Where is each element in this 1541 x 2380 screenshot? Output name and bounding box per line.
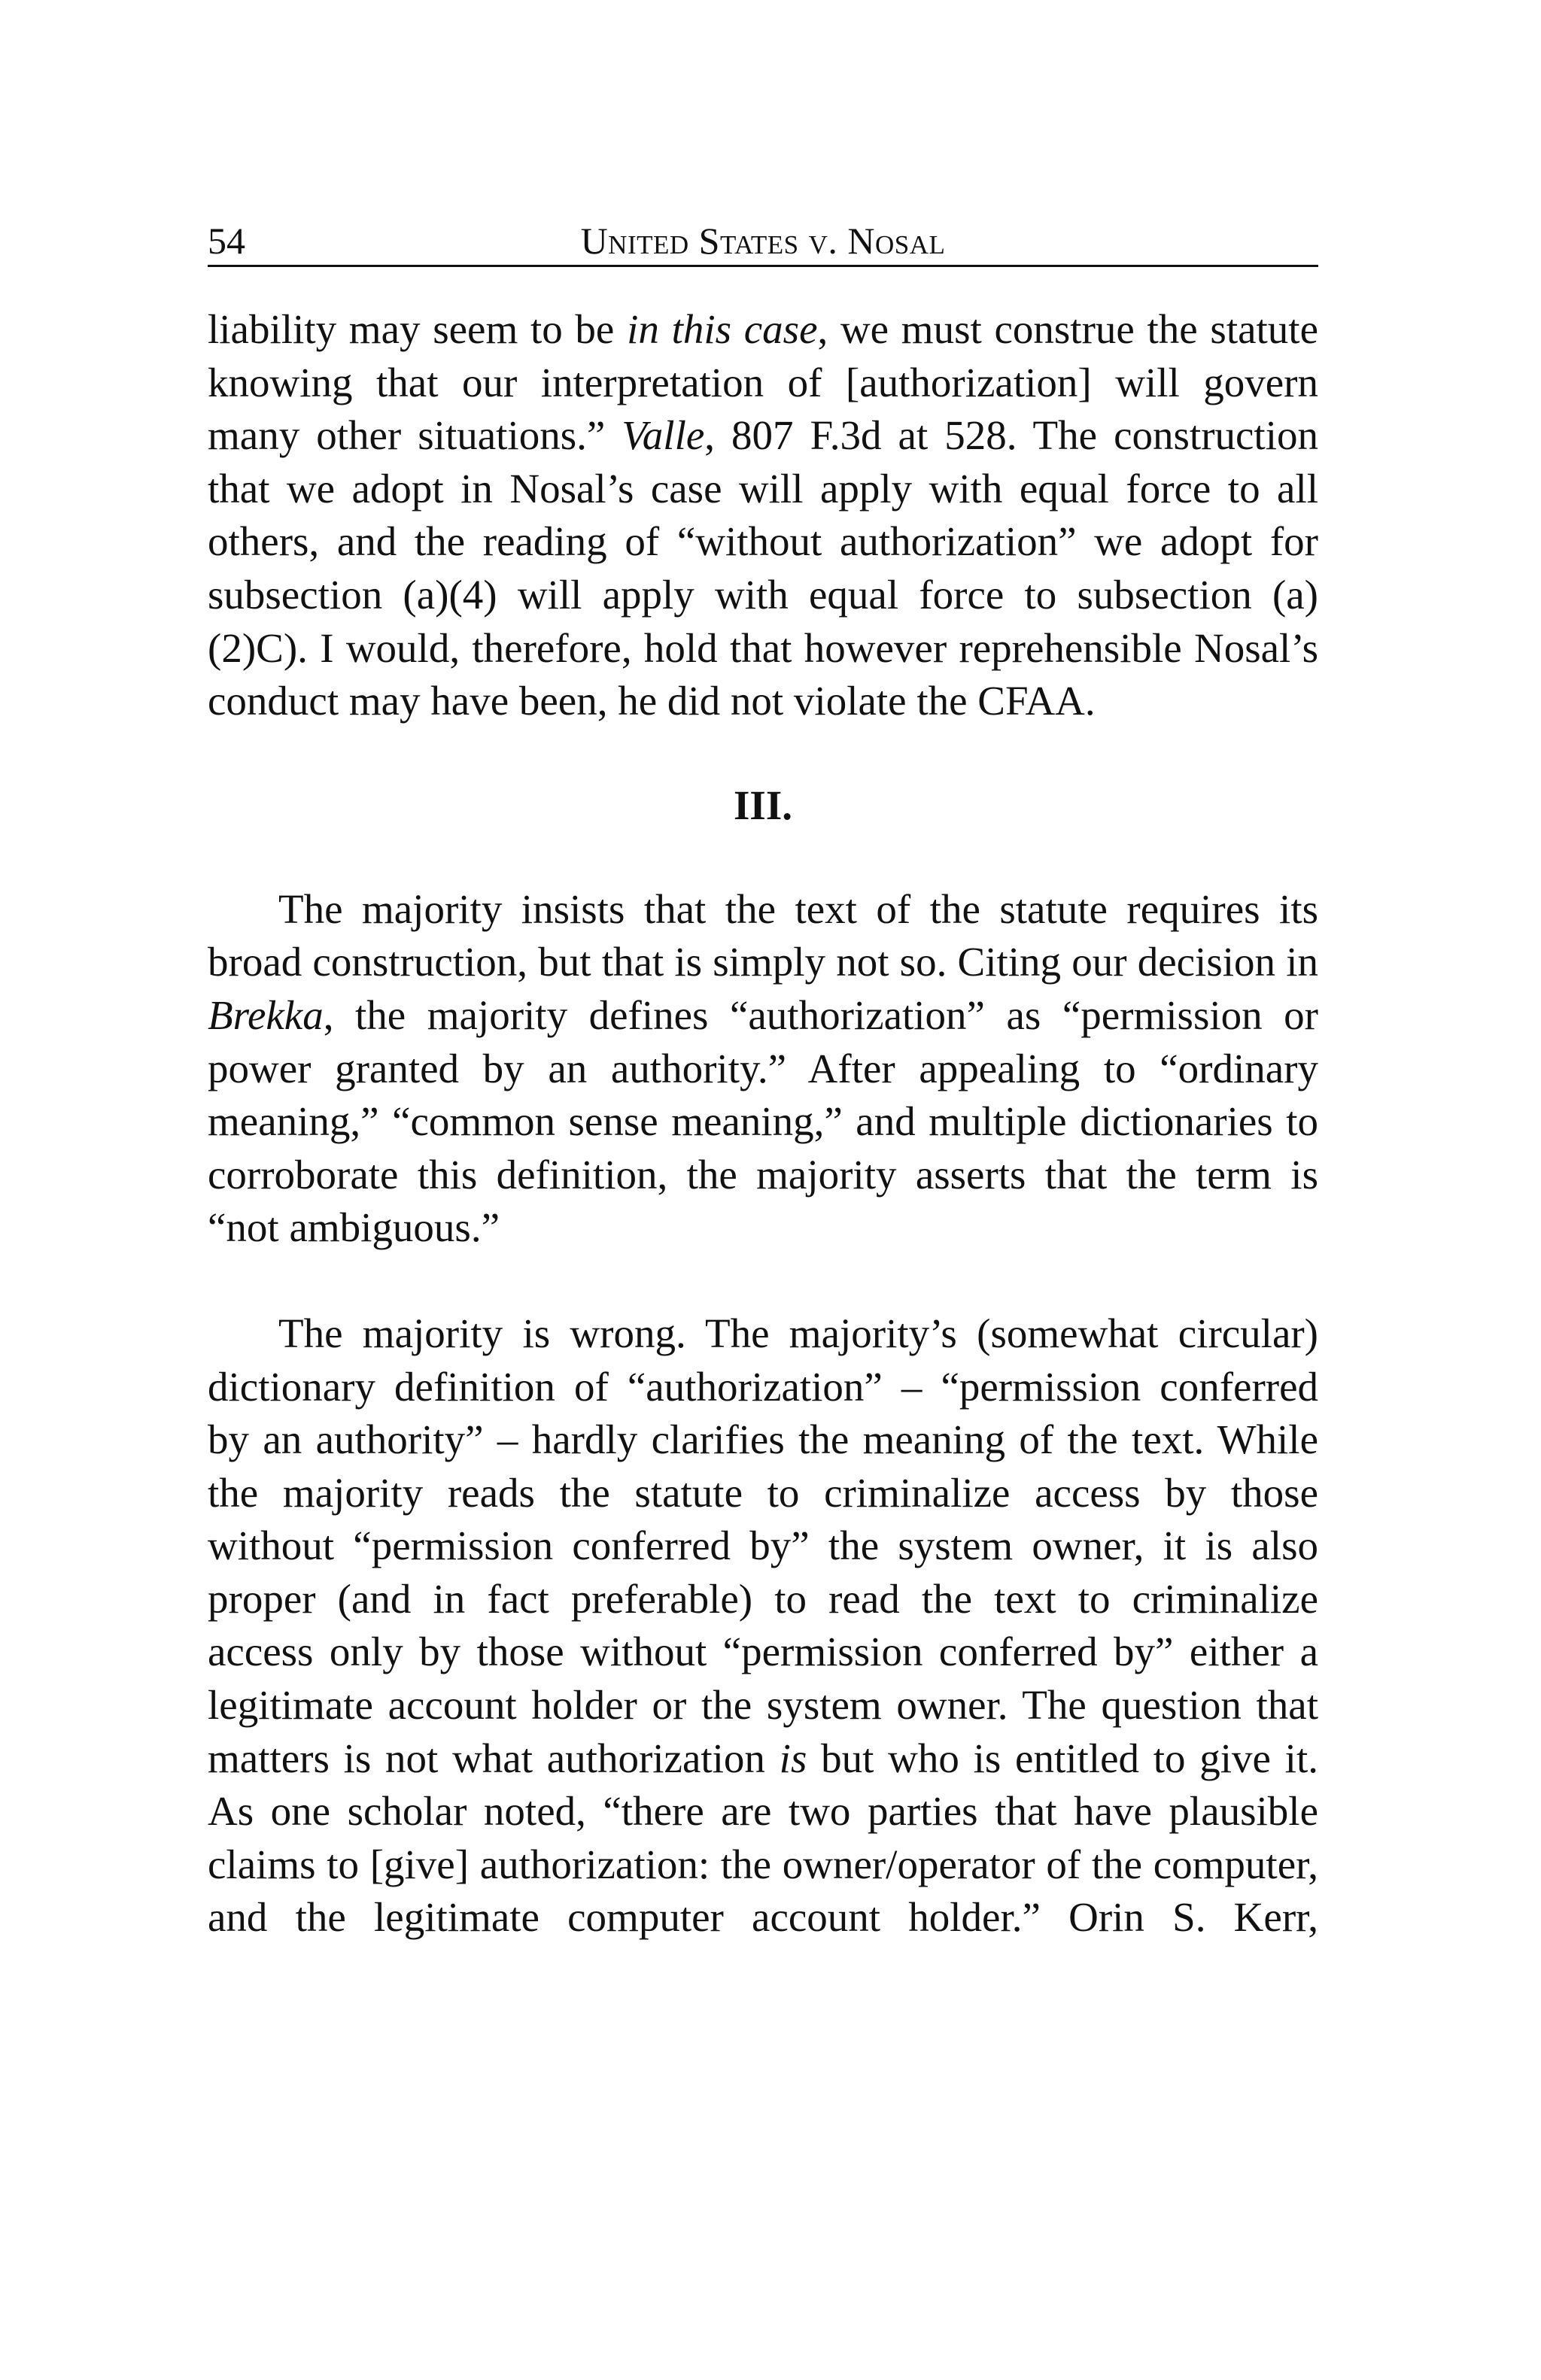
document-page — [208, 211, 1318, 1944]
paragraph-continuation: liability may seem to be in this case, we must construe the statute knowing that our interpretation of [authorization] will govern many other situations.” Valle, 807 F.3d at 528. The construction that we adopt in Nosal’s case will apply with equal force to all others, and the reading of “without authorization” we adopt for subsection (a)(4) will apply with equal force to subsection (a)(2)C). I would, therefore, hold that however reprehensible Nosal’s conduct may have been, he did not violate the CFAA. — [208, 306, 1318, 724]
paragraph-majority-insists: The majority insists that the text of the statute requires its broad construction, but that is simply not so. Citing our decision in Brekka, the majority defines “authorization” as “permission or power granted by an authority.” After appealing to “ordinary meaning,” “common sense meaning,” and multiple dictionaries to corroborate this definition, the majority asserts that the term is “not ambiguous.” — [208, 885, 1318, 1251]
italic-phrase: in this case — [627, 306, 818, 352]
case-name-italic: Valle — [622, 412, 705, 459]
emphasis-italic: is — [779, 1735, 807, 1781]
case-name-italic: Brekka — [208, 991, 324, 1038]
page-number: 54 — [208, 220, 245, 262]
section-heading: III. — [734, 782, 792, 828]
paragraph-majority-wrong: The majority is wrong. The majority’s (somewhat circular) dictionary definition of “authorization” – “permission conferred by an authority” – hardly clarifies the meaning of the text. While the majority reads the statute to criminalize access by those without “permission conferred by” the system owner, it is also proper (and in fact preferable) to read the text to criminalize access only by those without “permission conferred by” either a legitimate account holder or the system owner. The question that matters is not what authorization is but who is entitled to give it. As one scholar noted, “there are two parties that have plausible claims to [give] authorization: the owner/operator of the computer, and the legitimate computer account holder.” Orin S. Kerr, — [208, 1310, 1318, 1941]
body-text — [208, 303, 1318, 1944]
running-title: United States v. Nosal — [580, 220, 946, 262]
page-header — [208, 211, 1318, 267]
